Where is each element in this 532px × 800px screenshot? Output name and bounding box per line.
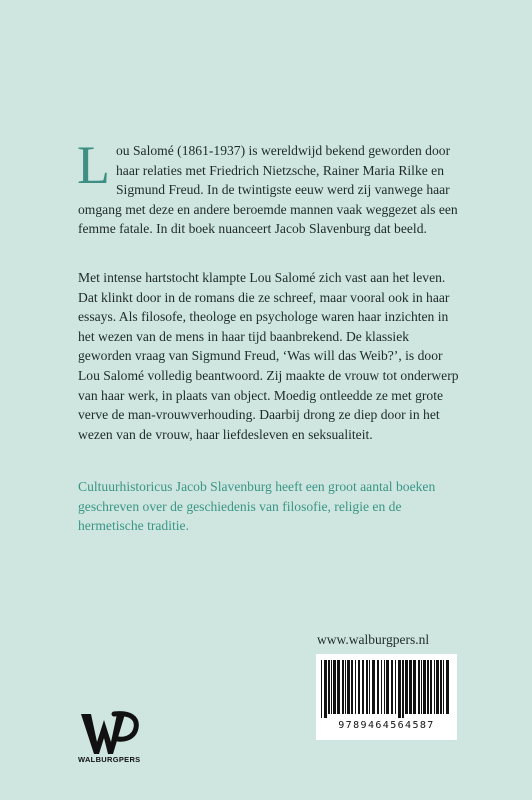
- barcode-bar: [436, 660, 439, 714]
- drop-cap: L: [77, 135, 110, 195]
- publisher-logo-text: WALBURGPERS: [78, 755, 141, 764]
- intro-paragraph: [77, 135, 458, 239]
- barcode-bar: [398, 660, 401, 718]
- barcode-bar: [342, 660, 344, 714]
- barcode: [316, 654, 457, 740]
- barcode-bar: [384, 660, 385, 714]
- description-paragraph: Met intense hartstocht klampte Lou Salomé zich vast aan het leven. Dat klinkt door in de romans die ze schreef, maar vooral ook in haar essays. Als filosofe, theologe en psychologe waren haar inzichten in het wezen van de mens in haar tijd baanbrekend. De klassiek geworden vraag van Sigmund Freud, ‘Was will das Weib?’, is door Lou Salomé volledig beantwoord. Zij maakte de vrouw tot onderwerp van haar werk, in plaats van object. Moedig ontleedde ze met grote verve de man-vrouwverhouding. Daarbij drong ze diep door in het wezen van de vrouw, haar liefdesleven en seksualiteit.: [78, 270, 459, 442]
- barcode-bar: [324, 660, 327, 718]
- barcode-bar: [366, 660, 368, 714]
- barcode-bar: [443, 660, 444, 714]
- barcode-bar: [381, 660, 382, 714]
- barcode-bar: [321, 660, 322, 718]
- barcode-bar: [427, 660, 429, 714]
- barcode-bar: [391, 660, 393, 714]
- barcode-bar: [377, 660, 379, 714]
- barcode-bar: [413, 660, 416, 714]
- barcode-bar: [347, 660, 350, 714]
- barcode-bar: [430, 660, 432, 714]
- barcode-bar: [386, 660, 389, 714]
- barcode-bar: [421, 660, 422, 714]
- barcode-bar: [337, 660, 340, 714]
- barcode-bar: [355, 660, 356, 714]
- barcode-bar: [333, 660, 336, 714]
- barcode-bar: [434, 660, 435, 714]
- isbn-number: 9789464564587: [338, 720, 435, 731]
- barcode-bar: [362, 660, 364, 714]
- barcode-bar: [372, 660, 375, 714]
- barcode-bar: [395, 660, 396, 714]
- author-bio: Cultuurhistoricus Jacob Slavenburg heeft een groot aantal boeken geschreven over de geschiedenis van filosofie, religie en de hermetische traditie.: [78, 479, 436, 534]
- barcode-bar: [423, 660, 426, 714]
- barcode-bar: [345, 660, 346, 714]
- barcode-bar: [351, 660, 353, 714]
- intro-text: ou Salomé (1861-1937) is wereldwijd bekend geworden door haar relaties met Friedrich Nietzsche, Rainer Maria Rilke en Sigmund Freud. In de twintigste eeuw werd zij vanwege haar omgang met deze en andere beroemde mannen vaak weggezet als een femme fatale. In dit boek nuanceert Jacob Slavenburg dat beeld.: [78, 143, 458, 237]
- barcode-bars: [321, 660, 452, 718]
- publisher-website: www.walburgpers.nl: [317, 632, 430, 647]
- barcode-bar: [440, 660, 442, 714]
- barcode-bar: [446, 660, 449, 714]
- barcode-bar: [409, 660, 412, 714]
- barcode-bar: [328, 660, 330, 714]
- barcode-bar: [418, 660, 420, 714]
- barcode-bar: [331, 660, 332, 714]
- barcode-bar: [405, 660, 408, 714]
- barcode-bar: [358, 660, 360, 714]
- barcode-bar: [402, 660, 404, 718]
- barcode-bar: [369, 660, 370, 714]
